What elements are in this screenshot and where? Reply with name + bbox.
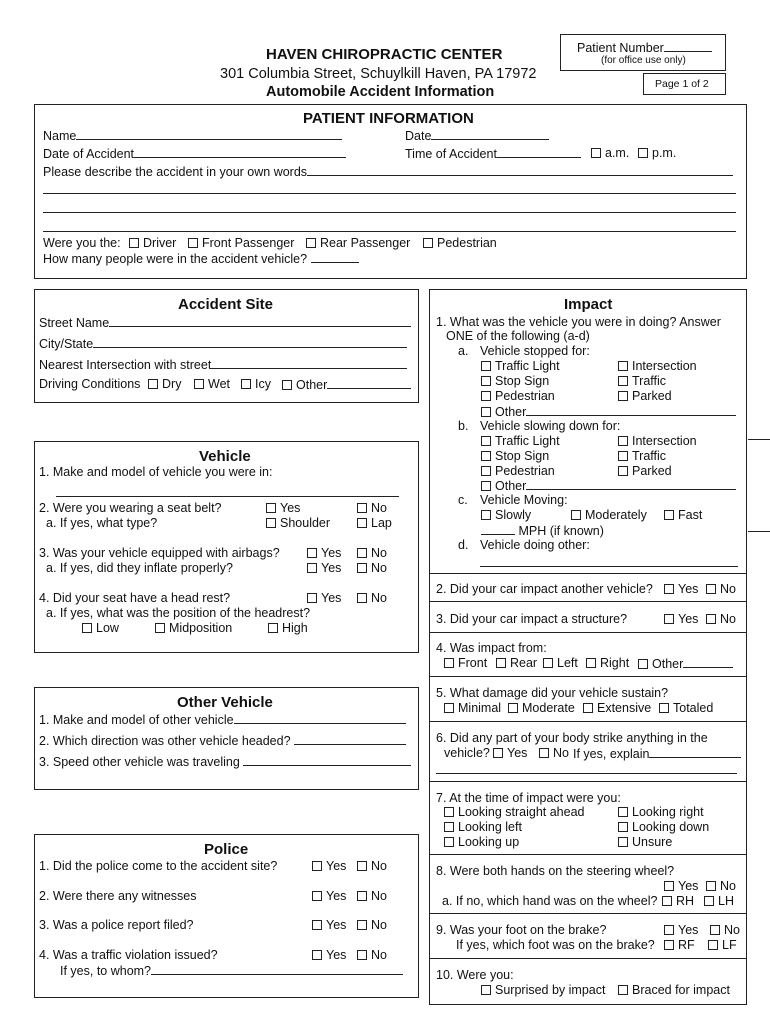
checkbox-icon bbox=[266, 518, 276, 528]
vehicle-slowing-label: Vehicle slowing down for: bbox=[480, 419, 621, 433]
other-condition-option[interactable]: Other bbox=[282, 377, 411, 392]
checkbox-icon bbox=[357, 563, 367, 573]
police-q4-yes[interactable]: Yes bbox=[312, 948, 346, 962]
vehicle-q3a: a. If yes, did they inflate properly? bbox=[46, 561, 233, 575]
checkbox-icon bbox=[583, 703, 593, 713]
checkbox-icon bbox=[543, 658, 553, 668]
looking-unsure[interactable]: Unsure bbox=[618, 835, 672, 849]
checkbox-icon bbox=[312, 920, 322, 930]
vehicle-stopped-label: Vehicle stopped for: bbox=[480, 344, 590, 358]
high-option[interactable]: High bbox=[268, 621, 308, 635]
checkbox-icon bbox=[357, 518, 367, 528]
checkbox-icon bbox=[312, 950, 322, 960]
impact-q7: 7. At the time of impact were you: bbox=[436, 791, 621, 805]
police-q4-no[interactable]: No bbox=[357, 948, 387, 962]
accident-site-heading: Accident Site bbox=[178, 296, 274, 313]
hand-lh[interactable]: LH bbox=[704, 894, 734, 908]
description-line[interactable] bbox=[43, 231, 736, 232]
checkbox-icon bbox=[618, 451, 628, 461]
am-option[interactable]: a.m. bbox=[591, 146, 629, 160]
street-name-field[interactable]: Street Name bbox=[39, 315, 411, 330]
impact-rear[interactable]: Rear bbox=[496, 656, 537, 670]
impact-q1-line1: 1. What was the vehicle you were in doing? Answer bbox=[436, 315, 721, 329]
impact-q3-yes[interactable]: Yes bbox=[664, 612, 698, 626]
police-q1-yes[interactable]: Yes bbox=[312, 859, 346, 873]
checkbox-icon bbox=[306, 238, 316, 248]
vehicle-q2a: a. If yes, what type? bbox=[46, 516, 158, 530]
checkbox-icon bbox=[357, 891, 367, 901]
vehicle-q3: 3. Was your vehicle equipped with airbags? bbox=[39, 546, 280, 560]
rear-passenger-option[interactable]: Rear Passenger bbox=[306, 236, 410, 250]
slowing-intersection[interactable]: Intersection bbox=[618, 434, 697, 448]
divider bbox=[429, 676, 747, 677]
impact-q6-line1: 6. Did any part of your body strike anything in the bbox=[436, 731, 708, 745]
time-of-accident-field[interactable]: Time of Accident bbox=[405, 146, 581, 161]
divider bbox=[429, 632, 747, 633]
checkbox-icon bbox=[307, 548, 317, 558]
page-indicator-box bbox=[643, 73, 726, 95]
edge-mark bbox=[748, 439, 770, 440]
checkbox-icon bbox=[444, 658, 454, 668]
headrest-yes-option[interactable]: Yes bbox=[307, 591, 341, 605]
impact-q9a: If yes, which foot was on the brake? bbox=[456, 938, 655, 952]
checkbox-icon bbox=[481, 466, 491, 476]
airbags-no-option[interactable]: No bbox=[357, 546, 387, 560]
vehicle-q1: 1. Make and model of vehicle you were in: bbox=[39, 465, 273, 479]
brake-no[interactable]: No bbox=[710, 923, 740, 937]
moving-moderately[interactable]: Moderately bbox=[571, 508, 647, 522]
checkbox-icon bbox=[481, 436, 491, 446]
driving-conditions-label: Driving Conditions bbox=[39, 377, 141, 391]
checkbox-icon bbox=[268, 623, 278, 633]
clinic-name: HAVEN CHIROPRACTIC CENTER bbox=[266, 46, 503, 63]
checkbox-icon bbox=[357, 920, 367, 930]
checkbox-icon bbox=[444, 837, 454, 847]
other-vehicle-heading: Other Vehicle bbox=[177, 694, 273, 711]
front-passenger-option[interactable]: Front Passenger bbox=[188, 236, 294, 250]
slowing-other[interactable]: Other bbox=[481, 478, 736, 493]
checkbox-icon bbox=[664, 925, 674, 935]
vehicle-q2: 2. Were you wearing a seat belt? bbox=[39, 501, 222, 515]
checkbox-icon bbox=[444, 822, 454, 832]
checkbox-icon bbox=[706, 614, 716, 624]
looking-straight[interactable]: Looking straight ahead bbox=[444, 805, 584, 819]
checkbox-icon bbox=[659, 703, 669, 713]
checkbox-icon bbox=[664, 584, 674, 594]
office-use-note: (for office use only) bbox=[601, 55, 686, 66]
stopped-traffic-light[interactable]: Traffic Light bbox=[481, 359, 560, 373]
checkbox-icon bbox=[241, 379, 251, 389]
moving-fast[interactable]: Fast bbox=[664, 508, 702, 522]
checkbox-icon bbox=[148, 379, 158, 389]
description-line[interactable] bbox=[43, 193, 736, 194]
airbags-yes-option[interactable]: Yes bbox=[307, 546, 341, 560]
checkbox-icon bbox=[188, 238, 198, 248]
patient-information-heading: PATIENT INFORMATION bbox=[303, 110, 474, 127]
checkbox-icon bbox=[638, 659, 648, 669]
option-a-label: a. bbox=[458, 344, 469, 358]
edge-mark bbox=[748, 531, 770, 532]
checkbox-icon bbox=[539, 748, 549, 758]
checkbox-icon bbox=[638, 148, 648, 158]
checkbox-icon bbox=[444, 703, 454, 713]
checkbox-icon bbox=[357, 593, 367, 603]
option-d-label: d. bbox=[458, 538, 469, 552]
date-of-accident-field[interactable]: Date of Accident bbox=[43, 146, 346, 161]
checkbox-icon bbox=[664, 510, 674, 520]
seatbelt-no-option[interactable]: No bbox=[357, 501, 387, 515]
midposition-option[interactable]: Midposition bbox=[155, 621, 232, 635]
explain-input-line[interactable] bbox=[436, 773, 737, 774]
name-field[interactable]: Name bbox=[43, 128, 342, 143]
slowing-stop-sign[interactable]: Stop Sign bbox=[481, 449, 549, 463]
damage-minimal[interactable]: Minimal bbox=[444, 701, 501, 715]
looking-down[interactable]: Looking down bbox=[618, 820, 709, 834]
checkbox-icon bbox=[266, 503, 276, 513]
slowing-parked[interactable]: Parked bbox=[618, 464, 672, 478]
brake-yes[interactable]: Yes bbox=[664, 923, 698, 937]
checkbox-icon bbox=[312, 861, 322, 871]
stopped-traffic[interactable]: Traffic bbox=[618, 374, 666, 388]
driver-option[interactable]: Driver bbox=[129, 236, 176, 250]
checkbox-icon bbox=[706, 584, 716, 594]
police-q3-yes[interactable]: Yes bbox=[312, 918, 346, 932]
impact-q1-line2: ONE of the following (a-d) bbox=[446, 329, 590, 343]
damage-totaled[interactable]: Totaled bbox=[659, 701, 713, 715]
checkbox-icon bbox=[618, 436, 628, 446]
checkbox-icon bbox=[618, 985, 628, 995]
impact-other[interactable]: Other bbox=[638, 656, 733, 671]
checkbox-icon bbox=[357, 861, 367, 871]
impact-q3-no[interactable]: No bbox=[706, 612, 736, 626]
checkbox-icon bbox=[618, 376, 628, 386]
stopped-parked[interactable]: Parked bbox=[618, 389, 672, 403]
checkbox-icon bbox=[662, 896, 672, 906]
stopped-stop-sign[interactable]: Stop Sign bbox=[481, 374, 549, 388]
other-vehicle-speed-field[interactable]: 3. Speed other vehicle was traveling bbox=[39, 754, 411, 769]
impact-heading: Impact bbox=[564, 296, 613, 313]
option-b-label: b. bbox=[458, 419, 469, 433]
lap-option[interactable]: Lap bbox=[357, 516, 392, 530]
checkbox-icon bbox=[586, 658, 596, 668]
pedestrian-option[interactable]: Pedestrian bbox=[423, 236, 497, 250]
description-line[interactable] bbox=[43, 212, 736, 213]
hand-rh[interactable]: RH bbox=[662, 894, 694, 908]
checkbox-icon bbox=[155, 623, 165, 633]
checkbox-icon bbox=[481, 407, 491, 417]
make-model-input-line[interactable] bbox=[56, 496, 399, 497]
divider bbox=[429, 854, 747, 855]
checkbox-icon bbox=[664, 614, 674, 624]
foot-lf[interactable]: LF bbox=[708, 938, 737, 952]
police-q2-no[interactable]: No bbox=[357, 889, 387, 903]
divider bbox=[429, 958, 747, 959]
checkbox-icon bbox=[82, 623, 92, 633]
date-field[interactable]: Date bbox=[405, 128, 549, 143]
hands-no[interactable]: No bbox=[706, 879, 736, 893]
body-strike-yes[interactable]: Yes bbox=[493, 746, 527, 760]
impact-left[interactable]: Left bbox=[543, 656, 578, 670]
checkbox-icon bbox=[312, 891, 322, 901]
pm-option[interactable]: p.m. bbox=[638, 146, 676, 160]
checkbox-icon bbox=[710, 925, 720, 935]
impact-q9: 9. Was your foot on the brake? bbox=[436, 923, 607, 937]
were-you-the-label: Were you the: bbox=[43, 236, 121, 250]
checkbox-icon bbox=[481, 376, 491, 386]
checkbox-icon bbox=[481, 481, 491, 491]
police-q1: 1. Did the police come to the accident site? bbox=[39, 859, 278, 873]
checkbox-icon bbox=[357, 503, 367, 513]
checkbox-icon bbox=[481, 391, 491, 401]
shoulder-option[interactable]: Shoulder bbox=[266, 516, 330, 530]
impact-q4: 4. Was impact from: bbox=[436, 641, 547, 655]
impact-q2: 2. Did your car impact another vehicle? bbox=[436, 582, 653, 596]
low-option[interactable]: Low bbox=[82, 621, 119, 635]
moving-slowly[interactable]: Slowly bbox=[481, 508, 531, 522]
police-heading: Police bbox=[204, 841, 249, 858]
damage-extensive[interactable]: Extensive bbox=[583, 701, 651, 715]
checkbox-icon bbox=[618, 822, 628, 832]
divider bbox=[429, 781, 747, 782]
body-strike-no[interactable]: No bbox=[539, 746, 569, 760]
slowing-pedestrian[interactable]: Pedestrian bbox=[481, 464, 555, 478]
police-q3-no[interactable]: No bbox=[357, 918, 387, 932]
surprised-option[interactable]: Surprised by impact bbox=[481, 983, 605, 997]
foot-rf[interactable]: RF bbox=[664, 938, 695, 952]
patient-number-box bbox=[560, 34, 726, 71]
nearest-intersection-field[interactable]: Nearest Intersection with street bbox=[39, 357, 407, 372]
vehicle-q4: 4. Did your seat have a head rest? bbox=[39, 591, 231, 605]
police-q3: 3. Was a police report filed? bbox=[39, 918, 194, 932]
clinic-address: 301 Columbia Street, Schuylkill Haven, PA 17972 bbox=[220, 66, 537, 82]
damage-moderate[interactable]: Moderate bbox=[508, 701, 575, 715]
stopped-pedestrian[interactable]: Pedestrian bbox=[481, 389, 555, 403]
checkbox-icon bbox=[664, 940, 674, 950]
checkbox-icon bbox=[481, 361, 491, 371]
police-q1-no[interactable]: No bbox=[357, 859, 387, 873]
describe-accident-field[interactable]: Please describe the accident in your own words bbox=[43, 164, 733, 179]
checkbox-icon bbox=[618, 837, 628, 847]
other-vehicle-direction-field[interactable]: 2. Which direction was other vehicle headed? bbox=[39, 733, 406, 748]
headrest-no-option[interactable]: No bbox=[357, 591, 387, 605]
stopped-other[interactable]: Other bbox=[481, 404, 736, 419]
checkbox-icon bbox=[423, 238, 433, 248]
page-indicator: Page 1 of 2 bbox=[655, 78, 709, 90]
city-state-field[interactable]: City/State bbox=[39, 336, 407, 351]
patient-number-label: Patient Number bbox=[577, 40, 712, 55]
checkbox-icon bbox=[481, 451, 491, 461]
inflate-yes-option[interactable]: Yes bbox=[307, 561, 341, 575]
looking-right[interactable]: Looking right bbox=[618, 805, 704, 819]
explain-field[interactable]: If yes, explain bbox=[573, 746, 741, 761]
checkbox-icon bbox=[571, 510, 581, 520]
divider bbox=[429, 573, 747, 574]
vehicle-q4a: a. If yes, what was the position of the headrest? bbox=[46, 606, 311, 620]
impact-right[interactable]: Right bbox=[586, 656, 629, 670]
looking-up[interactable]: Looking up bbox=[444, 835, 519, 849]
impact-front[interactable]: Front bbox=[444, 656, 487, 670]
impact-q10: 10. Were you: bbox=[436, 968, 514, 982]
impact-q2-yes[interactable]: Yes bbox=[664, 582, 698, 596]
police-q2: 2. Were there any witnesses bbox=[39, 889, 197, 903]
police-q2-yes[interactable]: Yes bbox=[312, 889, 346, 903]
dry-option[interactable]: Dry bbox=[148, 377, 181, 391]
impact-q6-line2: vehicle? bbox=[444, 746, 490, 760]
checkbox-icon bbox=[282, 380, 292, 390]
checkbox-icon bbox=[307, 563, 317, 573]
checkbox-icon bbox=[481, 510, 491, 520]
violation-to-whom-field[interactable]: If yes, to whom? bbox=[60, 963, 403, 978]
checkbox-icon bbox=[307, 593, 317, 603]
option-c-label: c. bbox=[458, 493, 468, 507]
slowing-traffic-light[interactable]: Traffic Light bbox=[481, 434, 560, 448]
checkbox-icon bbox=[704, 896, 714, 906]
impact-q8: 8. Were both hands on the steering wheel? bbox=[436, 864, 675, 878]
divider bbox=[429, 721, 747, 722]
mph-field[interactable]: MPH (if known) bbox=[481, 523, 604, 538]
checkbox-icon bbox=[496, 658, 506, 668]
checkbox-icon bbox=[481, 985, 491, 995]
hands-yes[interactable]: Yes bbox=[664, 879, 698, 893]
stopped-intersection[interactable]: Intersection bbox=[618, 359, 697, 373]
checkbox-icon bbox=[618, 361, 628, 371]
checkbox-icon bbox=[493, 748, 503, 758]
impact-q3: 3. Did your car impact a structure? bbox=[436, 612, 628, 626]
wet-option[interactable]: Wet bbox=[194, 377, 230, 391]
vehicle-doing-other-label: Vehicle doing other: bbox=[480, 538, 590, 552]
checkbox-icon bbox=[129, 238, 139, 248]
checkbox-icon bbox=[708, 940, 718, 950]
divider bbox=[429, 601, 747, 602]
checkbox-icon bbox=[591, 148, 601, 158]
checkbox-icon bbox=[706, 881, 716, 891]
form-title: Automobile Accident Information bbox=[266, 84, 495, 100]
checkbox-icon bbox=[618, 466, 628, 476]
checkbox-icon bbox=[618, 391, 628, 401]
checkbox-icon bbox=[444, 807, 454, 817]
impact-q2-no[interactable]: No bbox=[706, 582, 736, 596]
checkbox-icon bbox=[357, 548, 367, 558]
seatbelt-yes-option[interactable]: Yes bbox=[266, 501, 300, 515]
divider bbox=[429, 913, 747, 914]
other-vehicle-model-field[interactable]: 1. Make and model of other vehicle bbox=[39, 712, 406, 727]
checkbox-icon bbox=[194, 379, 204, 389]
checkbox-icon bbox=[664, 881, 674, 891]
looking-left[interactable]: Looking left bbox=[444, 820, 522, 834]
doing-other-input-line[interactable] bbox=[480, 566, 738, 567]
impact-q8a: a. If no, which hand was on the wheel? bbox=[442, 894, 658, 908]
checkbox-icon bbox=[357, 950, 367, 960]
vehicle-moving-label: Vehicle Moving: bbox=[480, 493, 568, 507]
vehicle-heading: Vehicle bbox=[199, 448, 251, 465]
braced-option[interactable]: Braced for impact bbox=[618, 983, 730, 997]
police-q4: 4. Was a traffic violation issued? bbox=[39, 948, 218, 962]
checkbox-icon bbox=[618, 807, 628, 817]
checkbox-icon bbox=[508, 703, 518, 713]
icy-option[interactable]: Icy bbox=[241, 377, 271, 391]
slowing-traffic[interactable]: Traffic bbox=[618, 449, 666, 463]
people-in-vehicle-field[interactable]: How many people were in the accident vehicle? bbox=[43, 251, 359, 266]
impact-q5: 5. What damage did your vehicle sustain? bbox=[436, 686, 669, 700]
inflate-no-option[interactable]: No bbox=[357, 561, 387, 575]
